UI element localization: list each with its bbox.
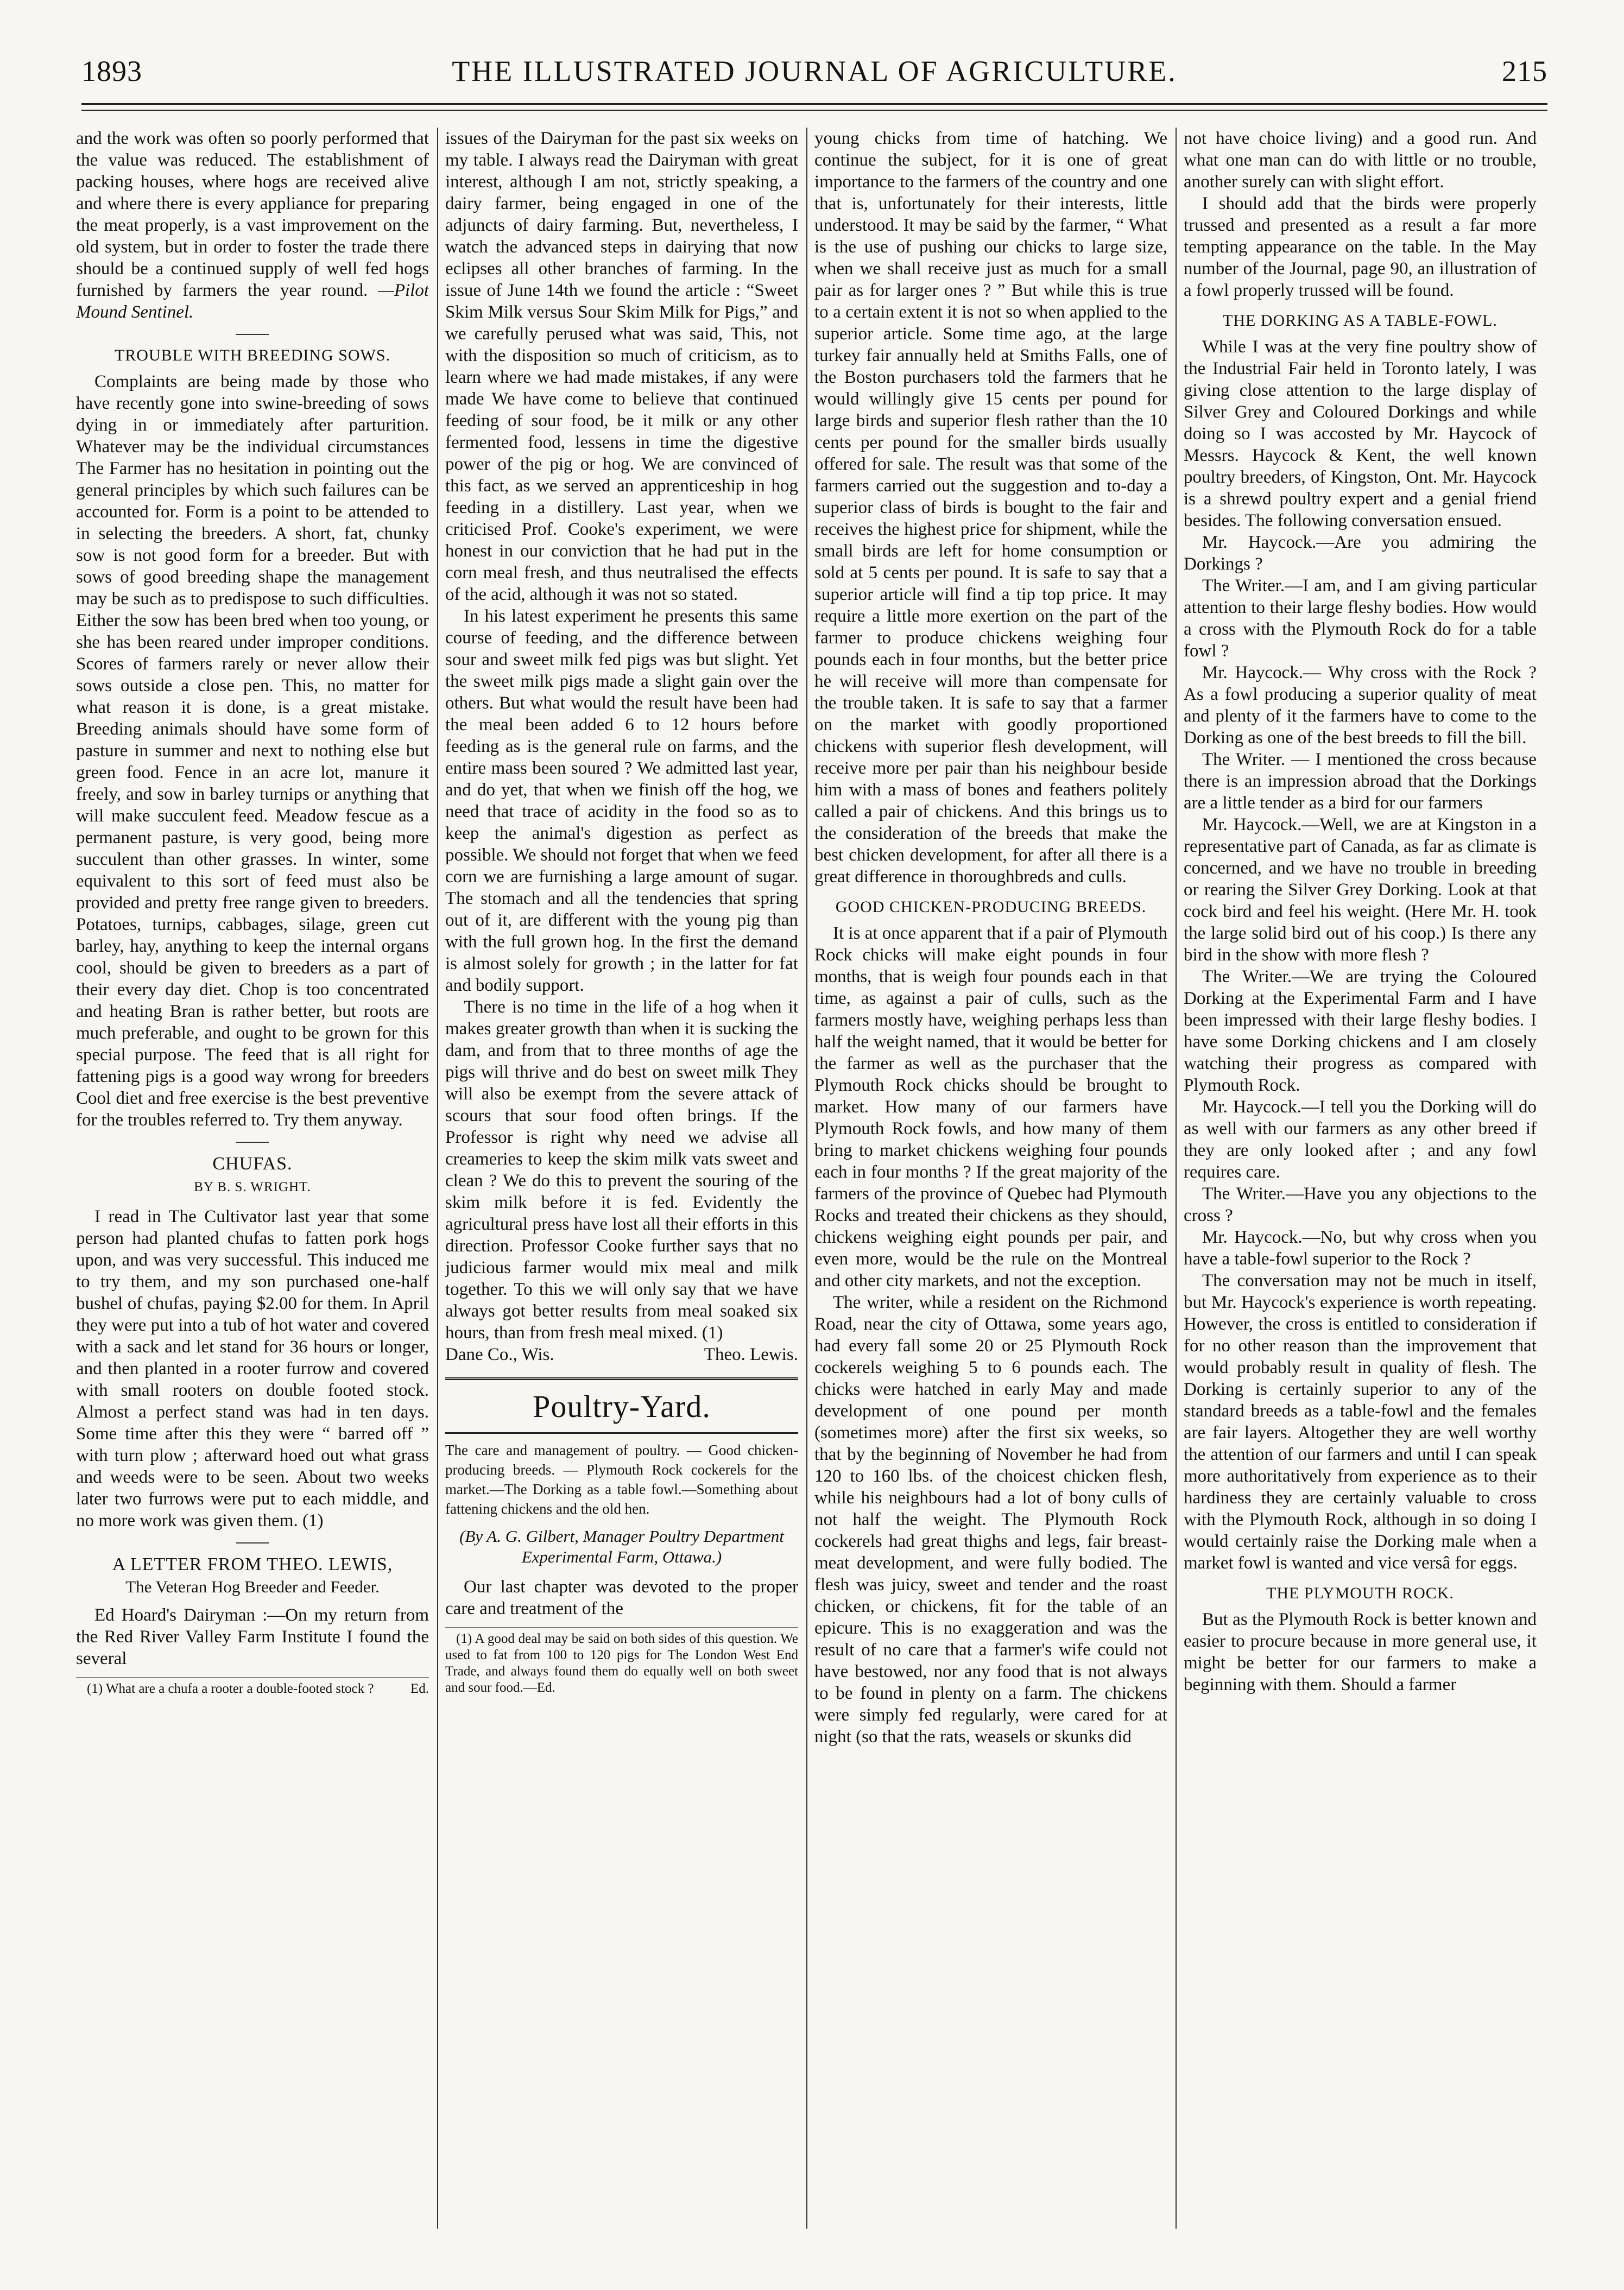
article-heading: GOOD CHICKEN-PRODUCING BREEDS. bbox=[835, 898, 1147, 916]
column-2 bbox=[445, 128, 798, 2245]
paragraph: Mr. Haycock.—I tell you the Dorking will do as well with our farmers as any other breed if they are only looked after ; and any fowl requires care. bbox=[1184, 1097, 1537, 1182]
article-heading: CHUFAS. bbox=[212, 1154, 293, 1174]
paragraph: Complaints are being made by those who have recently gone into swine-breeding of sows dying in or immediately after parturition. Whatever may be the individual circumstances The Farmer has no hesitation in pointing out the general principles by which such failures can be accounted for. Form is a point to be attended to in selecting the breeders. A short, fat, chunky sow is not good form for a breeder. But with sows of good breeding shape the management may be such as to predispose to such difficulties. Either the sow has been bred when too young, or she has been reared under improper conditions. Scores of farmers rarely or never allow their sows outside a close pen. This, no matter for what reason it is done, is a great mistake. Breeding animals should have some form of pasture in summer and next to nothing else but green food. Fence in an acre lot, manure it freely, and sow in barley turnips or anything that will make succulent feed. Meadow fescue as a permanent pasture, is very good, being more succulent than other grasses. In winter, some equivalent to this sort of feed must also be provided and pretty free range given to breeders. Potatoes, turnips, cabbages, silage, green cut barley, hay, anything to keep the internal organs cool, should be given to breeders as a part of their every day diet. Chop is too concentrated and heating Bran is rather better, but roots are much preferable, and ought to be grown for this special purpose. The feed that is all right for fattening pigs is a good way wrong for breeders Cool diet and free exercise is the best preventive for the troubles referred to. Try them anyway. bbox=[76, 372, 429, 1130]
separator bbox=[236, 1142, 269, 1143]
paragraph: While I was at the very fine poultry show of the Industrial Fair held in Toronto lately, I was giving close attention to the large display of Silver Grey and Coloured Dorkings and while doing so I was accosted by Mr. Haycock of Messrs. Haycock & Kent, the well known poultry breeders, of Kingston, Ont. Mr. Haycock is a shrewd poultry expert and a genial friend besides. The following conversation ensued. bbox=[1184, 337, 1537, 530]
paragraph: The Writer.—We are trying the Coloured Dorking at the Experimental Farm and I have been impressed with their large fleshy bodies. I have some Dorking chickens and I am closely watching their progress as compared with Plymouth Rock. bbox=[1184, 967, 1537, 1095]
paragraph: The Writer.—Have you any objections to the cross ? bbox=[1184, 1184, 1537, 1225]
source-credit: —Pilot Mound Sentinel. bbox=[76, 281, 429, 322]
paragraph: The Writer. — I mentioned the cross because there is an impression abroad that the Dorkings are a little tender as a bird for our farmers bbox=[1184, 750, 1537, 813]
paragraph: Mr. Haycock.—No, but why cross when you have a table-fowl superior to the Rock ? bbox=[1184, 1228, 1537, 1269]
paragraph: There is no time in the life of a hog when it makes greater growth than when it is sucking the dam, and from that to three months of age the pigs will thrive and do best on sweet milk They will also be exempt from the severe attack of scours that sour food often brings. If the Professor is right why need we advise all creameries to keep the skim milk vats sweet and clean ? We do this to prevent the souring of the skim milk before it is fed. Evidently the agricultural press have lost all their efforts in this direction. Professor Cooke further says that no judicious farmer would mix meal and milk together. To this we will only say that we have always got better results from meal soaked six hours, than from fresh meal mixed. (1) bbox=[445, 997, 798, 1343]
article-heading: THE PLYMOUTH ROCK. bbox=[1266, 1584, 1454, 1602]
paragraph: not have choice living) and a good run. And what one man can do with little or no trouble, another surely can with slight effort. bbox=[1184, 129, 1537, 192]
column-3 bbox=[814, 128, 1167, 2245]
paragraph: and the work was often so poorly performed that the value was reduced. The establishment of packing houses, where hogs are received alive and where there is every appliance for preparing the meat properly, is a vast improvement on the old system, but in order to foster the trade there should be a continued supply of well fed hogs furnished by farmers the year round. —Pilot Mound Sentinel. bbox=[76, 129, 429, 322]
footnote: (1) A good deal may be said on both sides of this question. We used to fat from 100 to 120 pigs for The London West End Trade, and always found them do equally well on both sweet and sour food.—Ed. bbox=[445, 1627, 798, 1696]
paragraph: young chicks from time of hatching. We continue the subject, for it is one of great importance to the farmers of the country and one that is, unfortunately for their interests, little understood. It may be said by the farmer, “ What is the use of pushing our chicks to large size, when we shall receive just as much for a small pair as for larger ones ? ” But while this is true to a certain extent it is not so when applied to the superior article. Some time ago, at the large turkey fair annually held at Smiths Falls, one of the Boston purchasers told the farmers that he would willingly give 15 cents per pound for large birds and superior flesh rather than the 10 cents per pound for the smaller birds usually offered for sale. The result was that some of the farmers carried out the suggestion and to-day a superior class of birds is bought to the fair and receives the highest price for shipment, while the small birds are left for home consumption or sold at 5 cents per pound. It is safe to say that a superior article will find a tip top price. It may require a little more exertion on the part of the farmer to produce chickens weighing four pounds each in four months, but the better price he will receive will more than compensate for the trouble taken. It is safe to say that a farmer on the market with goodly proportioned chickens with superior flesh development, will receive more per pair than his neighbour beside him with a mass of bones and feathers politely called a pair of chickens. And this brings us to the consideration of the breeds that make the best chicken development, for after all there is a great difference in thoroughbreds and culls. bbox=[814, 129, 1167, 887]
article-heading: A LETTER FROM THEO. LEWIS, bbox=[112, 1554, 393, 1574]
signature: Dane Co., Wis. Theo. Lewis. bbox=[445, 1345, 798, 1364]
paragraph: The conversation may not be much in itself, but Mr. Haycock's experience is worth repeating. However, the cross is entitled to consideration if for no other reason than the improvement that would probably result in quality of flesh. The Dorking is certainly superior to any of the standard breeds as a table-fowl and the females are fair layers. Altogether they are well worthy the attention of our farmers and until I can speak more authoritatively from experience as to their hardiness they are certainly valuable to cross with the Plymouth Rock, although in so doing I would certainly raise the Dorking male when a market fowl is wanted and vice versâ for eggs. bbox=[1184, 1271, 1537, 1573]
paragraph: But as the Plymouth Rock is better known and easier to procure because in more general use, it might be better for our farmers to make a beginning with them. Should a farmer bbox=[1184, 1610, 1537, 1694]
column-rule bbox=[437, 128, 438, 2229]
byline: BY B. S. WRIGHT. bbox=[194, 1180, 311, 1194]
paragraph: issues of the Dairyman for the past six weeks on my table. I always read the Dairyman with great interest, although I am not, strictly speaking, a dairy farmer, being engaged in one of the adjuncts of dairy farming. But, nevertheless, I watch the advanced steps in dairying that now eclipses all other branches of farming. In the issue of June 14th we found the article : “Sweet Skim Milk versus Sour Skim Milk for Pigs,” and we carefully perused what was said, This, not with the disposition so much of criticism, as to learn where we had made mistakes, if any were made We have come to believe that continued feeding of sour food, be it milk or any other fermented food, lessens in time the digestive power of the pig or hog. We are convinced of this fact, as we served an apprenticeship in hog feeding in a distillery. Last year, when we criticised Prof. Cooke's experiment, we were honest in our conviction that he had put in the corn meal fresh, and thus neutralised the effects of the acid, although it was not so stated. bbox=[445, 129, 798, 604]
column-1 bbox=[76, 128, 429, 2245]
paragraph: I read in The Cultivator last year that some person had planted chufas to fatten pork hogs upon, and was very successful. This induced me to try them, and my son purchased one-half bushel of chufas, paying $2.00 for them. In April they were put into a tub of hot water and covered with a sack and let stand for 36 hours or longer, and then planted in a rooter furrow and covered with small rooters on double footed stock. Almost a perfect stand was had in ten days. Some time after this they were “ barred off ” with turn plow ; afterward hoed out what grass and weeds were to be seen. About two weeks later two furrows were put to each middle, and no more work was given them. (1) bbox=[76, 1207, 429, 1530]
header-rule-thin bbox=[81, 110, 1547, 111]
article-heading: TROUBLE WITH BREEDING SOWS. bbox=[114, 346, 391, 364]
paragraph: In his latest experiment he presents this same course of feeding, and the difference between sour and sweet milk fed pigs was but slight. Yet the sweet milk pigs made a slight gain over the others. But what would the result have been had the meal been added 6 to 12 hours before feeding as is the general rule on farms, and the entire mass been soured ? We admitted last year, and do yet, that when we finish off the hog, we need that trace of acidity in the food so as to keep the animal's digestion as perfect as possible. We should not forget that when we feed corn we are furnishing a large amount of sugar. The stomach and all the tendencies that spring out of it, are different with the young pig than with the full grown hog. In the first the demand is almost solely for growth ; in the latter for fat and bodily support. bbox=[445, 606, 798, 995]
paragraph: I should add that the birds were properly trussed and presented as a result a far more tempting appearance on the table. In the May number of the Journal, page 90, an illustration of a fowl properly trussed will be found. bbox=[1184, 194, 1537, 300]
paragraph: Our last chapter was devoted to the proper care and treatment of the bbox=[445, 1577, 798, 1618]
column-rule bbox=[806, 128, 807, 2229]
column-rule bbox=[1176, 128, 1177, 2229]
separator bbox=[236, 1542, 269, 1543]
column-4 bbox=[1184, 128, 1537, 2245]
header-rule bbox=[81, 103, 1547, 105]
separator bbox=[236, 334, 269, 335]
year: 1893 bbox=[81, 55, 142, 87]
paragraph: Ed Hoard's Dairyman :—On my return from the Red River Valley Farm Institute I found the several bbox=[76, 1605, 429, 1668]
footnote: (1) What are a chufa a rooter a double-footed stock ? Ed. bbox=[76, 1677, 429, 1697]
paragraph: The Writer.—I am, and I am giving particular attention to their large fleshy bodies. How would a cross with the Plymouth Rock do for a table fowl ? bbox=[1184, 576, 1537, 661]
byline: (By A. G. Gilbert, Manager Poultry Department Experimental Farm, Ottawa.) bbox=[459, 1527, 784, 1566]
article-subheading: The Veteran Hog Breeder and Feeder. bbox=[125, 1577, 380, 1596]
article-heading: THE DORKING AS A TABLE-FOWL. bbox=[1223, 312, 1497, 330]
paragraph: It is at once apparent that if a pair of Plymouth Rock chicks will make eight pounds in four months, that is weigh four pounds each in that time, as against a pair of culls, such as the farmers mostly have, weighing perhaps less than half the weight named, that it would be better for the farmer as well as the purchaser that the Plymouth Rock chicks should be brought to market. How many of our farmers have Plymouth Rock fowls, and how many of them bring to market chickens weighing four pounds each in four months ? If the great majority of the farmers of the province of Quebec had Plymouth Rocks and treated their chickens as they should, chickens weighing eight pounds per pair, and even more, would be the rule on the Montreal and other city markets, and not the exception. bbox=[814, 923, 1167, 1291]
paragraph: Mr. Haycock.—Well, we are at Kingston in a representative part of Canada, as far as climate is concerned, and we have no trouble in breeding or rearing the Silver Grey Dorking. Look at that cock bird and feel his weight. (Here Mr. H. took the large solid bird out of his coop.) Is there any bird in the show with more flesh ? bbox=[1184, 815, 1537, 965]
page-header bbox=[81, 54, 1547, 98]
section-title: Poultry-Yard. bbox=[445, 1377, 798, 1434]
paragraph: Mr. Haycock.— Why cross with the Rock ? As a fowl producing a superior quality of meat and plenty of it the farmers have to come to the Dorking as one of the best breeds to fill the bill. bbox=[1184, 663, 1537, 748]
section-contents: The care and management of poultry. — Good chicken-producing breeds. — Plymouth Rock cockerels for the market.—The Dorking as a table fowl.—Something about fattening chickens and the old hen. bbox=[445, 1442, 798, 1517]
paragraph: The writer, while a resident on the Richmond Road, near the city of Ottawa, some years ago, had every fall some 20 or 25 Plymouth Rock cockerels weighing 5 to 6 pounds each. The chicks were hatched in early May and made development of one pound per month (sometimes more) after the first six weeks, so that by the beginning of November he had from 120 to 160 lbs. of the choicest chicken flesh, while his neighbours had a lot of bony culls of not half the weight. The Plymouth Rock cockerels had great thighs and legs, fair breast-meat development, and were fully bodied. The flesh was juicy, sweet and tender and the roast chicken, or chickens, fit for the table of an epicure. This is no exaggeration and was the result of no care that a farmer's wife could not have bestowed, nor any food that is not always to be found in plenty on a farm. The chickens were simply fed regularly, were cared for at night (so that the rats, weasels or skunks did bbox=[814, 1293, 1167, 1747]
paragraph: Mr. Haycock.—Are you admiring the Dorkings ? bbox=[1184, 533, 1537, 574]
page-number: 215 bbox=[1502, 55, 1547, 87]
journal-title: THE ILLUSTRATED JOURNAL OF AGRICULTURE. bbox=[452, 55, 1177, 87]
